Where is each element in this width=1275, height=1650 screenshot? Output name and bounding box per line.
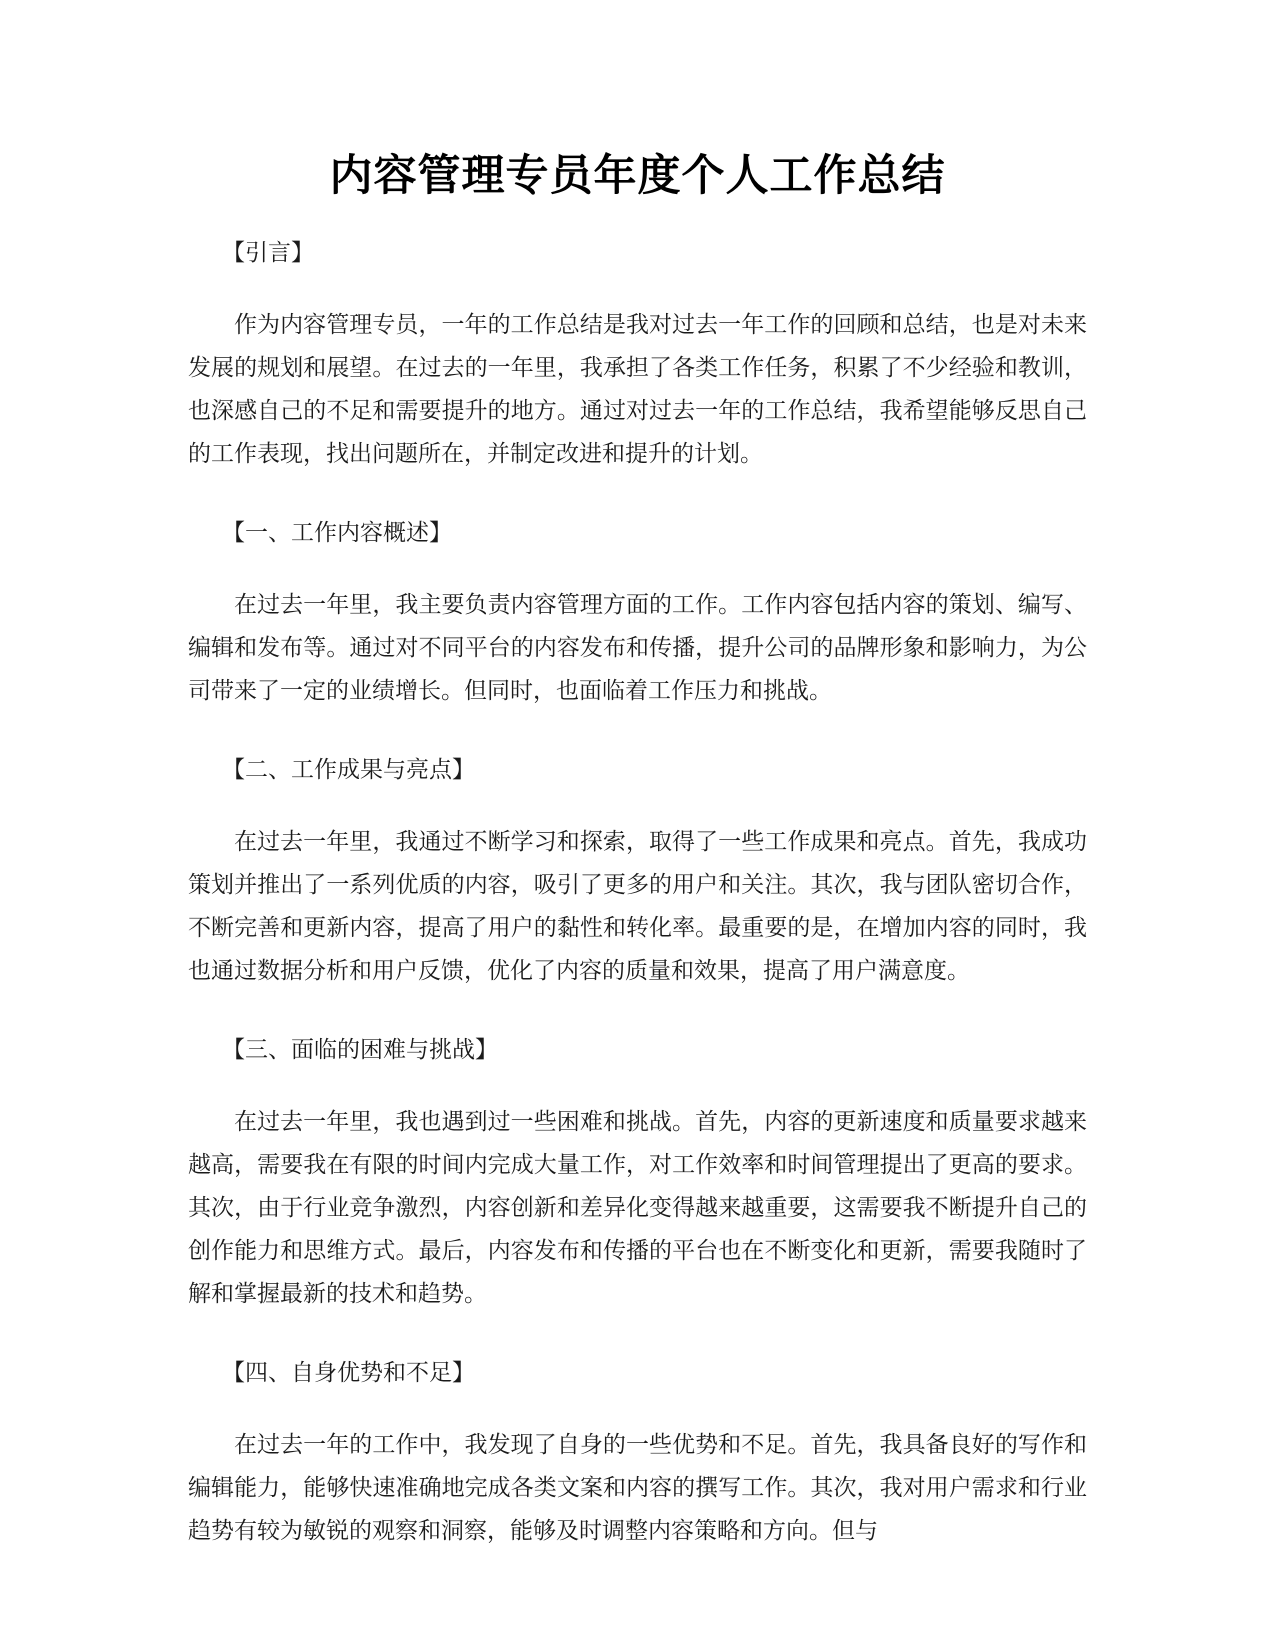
section-paragraph-results: 在过去一年里，我通过不断学习和探索，取得了一些工作成果和亮点。首先，我成功策划并推出了一系列优质的内容，吸引了更多的用户和关注。其次，我与团队密切合作，不断完善和更新内容，提高了用户的黏性和转化率。最重要的是，在增加内容的同时，我也通过数据分析和用户反馈，优化了内容的质量和效果，提高了用户满意度。 <box>188 829 1087 984</box>
section-heading-results: 【二、工作成果与亮点】 <box>222 757 475 783</box>
section-paragraph-work-overview: 在过去一年里，我主要负责内容管理方面的工作。工作内容包括内容的策划、编写、编辑和发布等。通过对不同平台的内容发布和传播，提升公司的品牌形象和影响力，为公司带来了一定的业绩增长。但同时，也面临着工作压力和挑战。 <box>188 592 1087 704</box>
section-heading-challenges: 【三、面临的困难与挑战】 <box>222 1037 498 1063</box>
section-paragraph-intro: 作为内容管理专员，一年的工作总结是我对过去一年工作的回顾和总结，也是对未来发展的规划和展望。在过去的一年里，我承担了各类工作任务，积累了不少经验和教训，也深感自己的不足和需要提升的地方。通过对过去一年的工作总结，我希望能够反思自己的工作表现，找出问题所在，并制定改进和提升的计划。 <box>188 312 1087 467</box>
section-paragraph-strengths: 在过去一年的工作中，我发现了自身的一些优势和不足。首先，我具备良好的写作和编辑能力，能够快速准确地完成各类文案和内容的撰写工作。其次，我对用户需求和行业趋势有较为敏锐的观察和洞察，能够及时调整内容策略和方向。但与 <box>188 1432 1087 1544</box>
section-heading-intro: 【引言】 <box>222 240 314 266</box>
section-paragraph-challenges: 在过去一年里，我也遇到过一些困难和挑战。首先，内容的更新速度和质量要求越来越高，需要我在有限的时间内完成大量工作，对工作效率和时间管理提出了更高的要求。其次，由于行业竞争激烈，内容创新和差异化变得越来越重要，这需要我不断提升自己的创作能力和思维方式。最后，内容发布和传播的平台也在不断变化和更新，需要我随时了解和掌握最新的技术和趋势。 <box>188 1109 1087 1307</box>
document-body <box>188 238 1087 1553</box>
section-heading-strengths: 【四、自身优势和不足】 <box>222 1360 475 1386</box>
section-heading-work-overview: 【一、工作内容概述】 <box>222 520 452 546</box>
document-title: 内容管理专员年度个人工作总结 <box>329 151 946 201</box>
